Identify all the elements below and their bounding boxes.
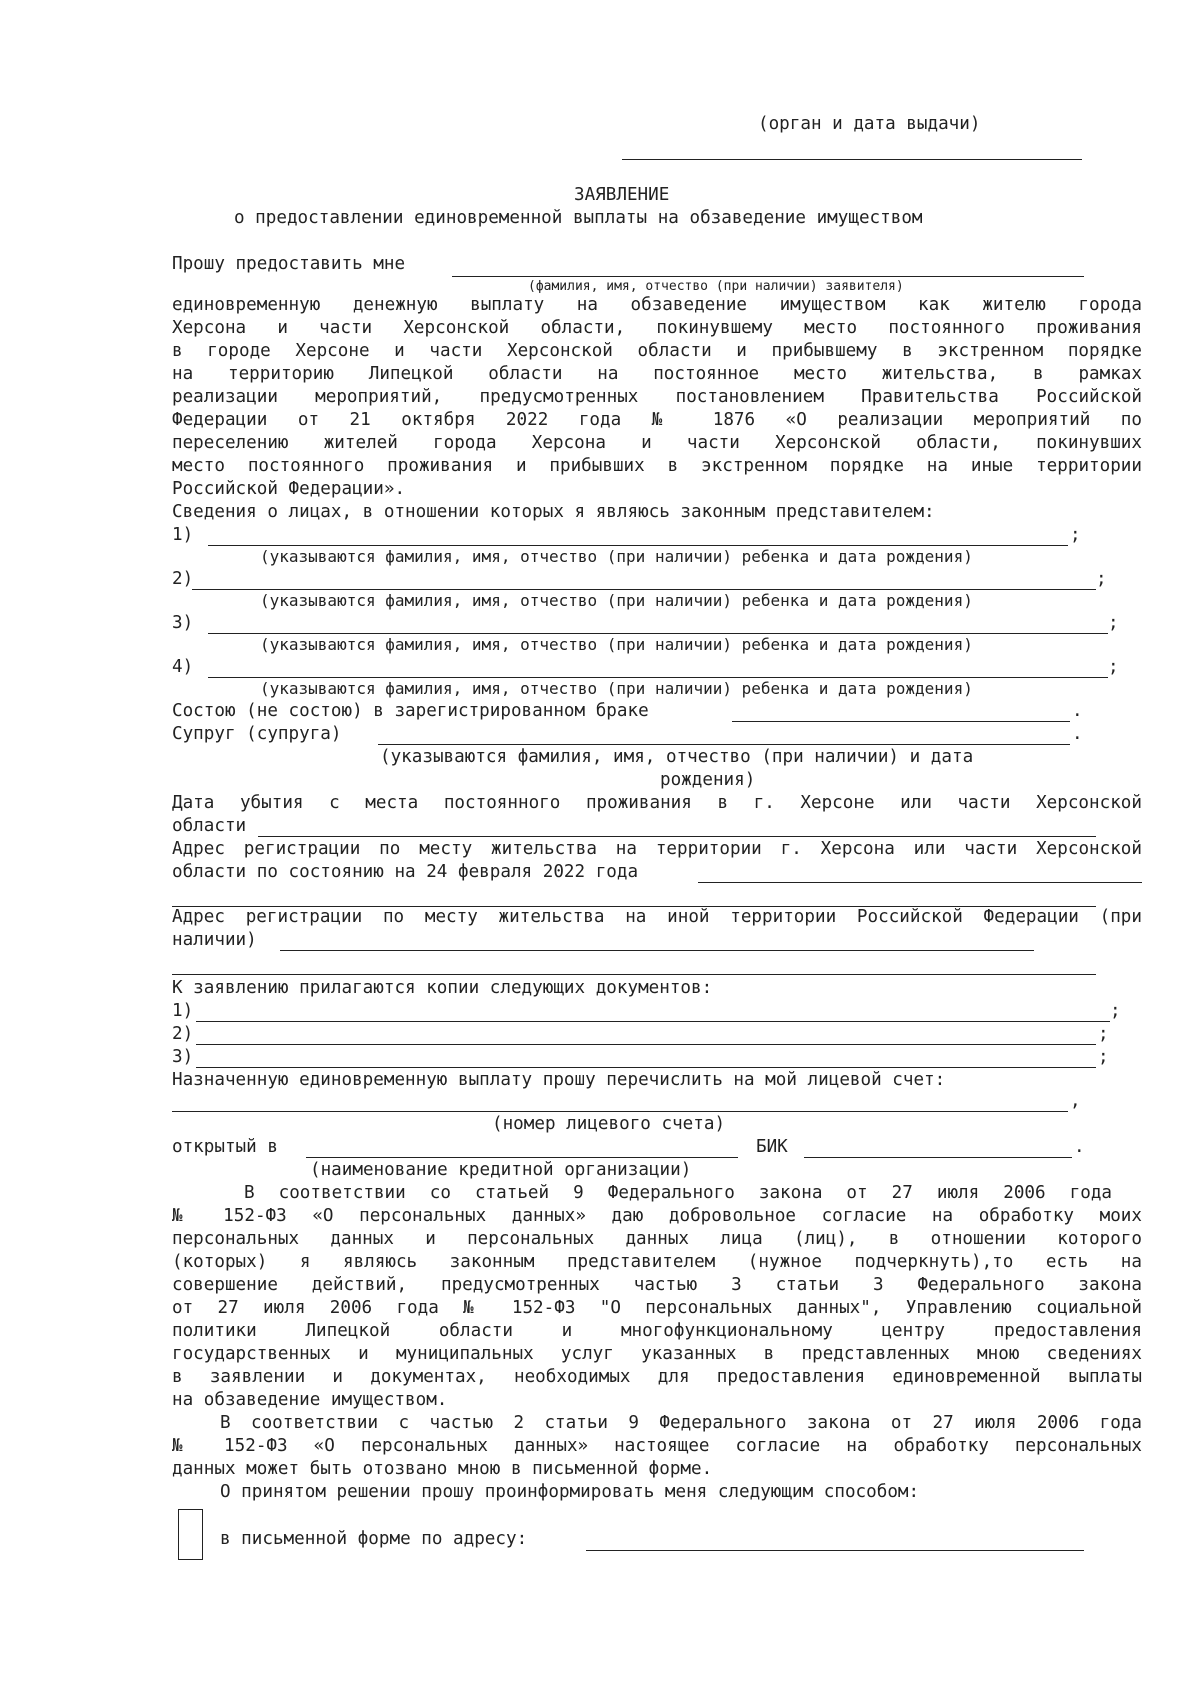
request-body-line: реализации мероприятий, предусмотренных постановлением Правительства Российской (172, 387, 1142, 407)
consent-line: в заявлении и документах, необходимых для предоставления единовременной выплаты (172, 1367, 1142, 1387)
dependent-end: ; (1108, 613, 1119, 633)
dependent-field[interactable] (208, 633, 1108, 634)
attachment-end: ; (1110, 1001, 1121, 1021)
attachment-field[interactable] (196, 1021, 1110, 1022)
attachment-number: 1) (172, 1001, 194, 1021)
dependent-caption: (указываются фамилия, имя, отчество (при наличии) ребенка и дата рождения) (260, 635, 973, 654)
written-form-address-field[interactable] (586, 1550, 1084, 1551)
rf-address-label: Адрес регистрации по месту жительства на иной территории Российской Федерации (при (172, 907, 1142, 927)
document-subtitle: о предоставлении единовременной выплаты на обзаведение имуществом (234, 208, 923, 228)
kherson-address-label: Адрес регистрации по месту жительства на территории г. Херсона или части Херсонской (172, 839, 1142, 859)
account-number-field[interactable] (172, 1111, 1068, 1112)
dependent-end: ; (1070, 525, 1081, 545)
attachments-heading: К заявлению прилагаются копии следующих документов: (172, 978, 713, 998)
spouse-label: Супруг (супруга) (172, 724, 342, 744)
request-lead: Прошу предоставить мне (172, 254, 406, 274)
issuer-caption: (орган и дата выдачи) (758, 114, 981, 134)
payment-heading: Назначенную единовременную выплату прошу перечислить на мой лицевой счет: (172, 1070, 946, 1090)
rf-address-field[interactable] (280, 950, 1034, 951)
departure-date-field[interactable] (258, 836, 1096, 837)
applicant-name-field[interactable] (452, 276, 1084, 277)
marital-status-end: . (1072, 701, 1083, 721)
dependent-field[interactable] (208, 545, 1068, 546)
request-body-line: Херсона и части Херсонской области, покинувшему место постоянного проживания (172, 318, 1142, 338)
request-body-line: единовременную денежную выплату на обзаведение имуществом как жителю города (172, 295, 1142, 315)
applicant-name-caption: (фамилия, имя, отчество (при наличии) заявителя) (528, 279, 904, 294)
kherson-address-label-continued: области по состоянию на 24 февраля 2022 года (172, 862, 639, 882)
dependent-field[interactable] (192, 589, 1096, 590)
departure-date-label: Дата убытия с места постоянного проживания в г. Херсоне или части Херсонской (172, 793, 1142, 813)
request-body-line: Федерации от 21 октября 2022 года № 1876 «О реализации мероприятий по (172, 410, 1142, 430)
opened-in-label: открытый в (172, 1137, 278, 1157)
request-body-last-line: Российской Федерации». (172, 479, 406, 499)
consent-line: (которых) я являюсь законным представителем (нужное подчеркнуть),то есть на (172, 1252, 1142, 1272)
document-title: ЗАЯВЛЕНИЕ (574, 185, 670, 205)
consent-line: № 152-ФЗ «О персональных данных» даю добровольное согласие на обработку моих (172, 1206, 1142, 1226)
bik-label: БИК (756, 1137, 788, 1157)
rf-address-label-continued: наличии) (172, 930, 257, 950)
withdrawal-line: № 152-ФЗ «О персональных данных» настоящее согласие на обработку персональных (172, 1436, 1142, 1456)
dependent-caption: (указываются фамилия, имя, отчество (при наличии) ребенка и дата рождения) (260, 591, 973, 610)
bik-end: . (1074, 1137, 1085, 1157)
bank-name-field[interactable] (306, 1157, 738, 1158)
withdrawal-line: В соответствии с частью 2 статьи 9 Федерального закона от 27 июля 2006 года (220, 1413, 1142, 1433)
notification-heading: О принятом решении прошу проинформировать меня следующим способом: (220, 1482, 920, 1502)
attachment-end: ; (1098, 1024, 1109, 1044)
attachment-number: 3) (172, 1047, 194, 1067)
spouse-caption-continued: рождения) (660, 770, 756, 790)
dependent-number: 4) (172, 657, 194, 677)
bik-field[interactable] (804, 1157, 1072, 1158)
bank-name-caption: (наименование кредитной организации) (310, 1160, 692, 1180)
rf-address-field-line-2[interactable] (172, 974, 1096, 975)
account-number-end: , (1070, 1091, 1081, 1111)
consent-line: от 27 июля 2006 года № 152-ФЗ "О персональных данных", Управлению социальной (172, 1298, 1142, 1318)
marital-status-label: Состою (не состою) в зарегистрированном браке (172, 701, 649, 721)
consent-line: В соответствии со статьей 9 Федерального закона от 27 июля 2006 года (244, 1183, 1112, 1203)
written-form-label: в письменной форме по адресу: (220, 1529, 528, 1549)
consent-line: государственных и муниципальных услуг указанных в представленных мною сведениях (172, 1344, 1142, 1364)
consent-last-line: на обзаведение имуществом. (172, 1390, 448, 1410)
spouse-caption: (указываются фамилия, имя, отчество (при наличии) и дата (380, 747, 974, 767)
dependent-end: ; (1096, 569, 1107, 589)
departure-date-label-continued: области (172, 816, 247, 836)
request-body-line: место постоянного проживания и прибывших в экстренном порядке на иные территории (172, 456, 1142, 476)
attachment-field[interactable] (196, 1044, 1096, 1045)
spouse-field[interactable] (378, 744, 1070, 745)
marital-status-field[interactable] (732, 721, 1070, 722)
attachment-number: 2) (172, 1024, 194, 1044)
request-body-line: на территорию Липецкой области на постоянное место жительства, в рамках (172, 364, 1142, 384)
kherson-address-field[interactable] (698, 882, 1142, 883)
account-number-caption: (номер лицевого счета) (492, 1114, 726, 1134)
dependent-end: ; (1108, 657, 1119, 677)
dependent-number: 1) (172, 525, 194, 545)
attachment-end: ; (1098, 1047, 1109, 1067)
written-form-checkbox[interactable] (178, 1509, 203, 1560)
dependent-number: 2) (172, 569, 194, 589)
consent-line: персональных данных и персональных данных лица (лиц), в отношении которого (172, 1229, 1142, 1249)
dependent-number: 3) (172, 613, 194, 633)
request-body-line: переселению жителей города Херсона и части Херсонской области, покинувших (172, 433, 1142, 453)
dependent-caption: (указываются фамилия, имя, отчество (при наличии) ребенка и дата рождения) (260, 547, 973, 566)
consent-line: совершение действий, предусмотренных частью 3 статьи 3 Федерального закона (172, 1275, 1142, 1295)
issuer-field[interactable] (622, 159, 1082, 160)
request-body-line: в городе Херсоне и части Херсонской области и прибывшему в экстренном порядке (172, 341, 1142, 361)
attachment-field[interactable] (196, 1067, 1096, 1068)
dependents-heading: Сведения о лицах, в отношении которых я являюсь законным представителем: (172, 502, 935, 522)
withdrawal-last-line: данных может быть отозвано мною в письменной форме. (172, 1459, 713, 1479)
spouse-end: . (1072, 724, 1083, 744)
dependent-caption: (указываются фамилия, имя, отчество (при наличии) ребенка и дата рождения) (260, 679, 973, 698)
consent-line: политики Липецкой области и многофункциональному центру предоставления (172, 1321, 1142, 1341)
dependent-field[interactable] (208, 677, 1108, 678)
